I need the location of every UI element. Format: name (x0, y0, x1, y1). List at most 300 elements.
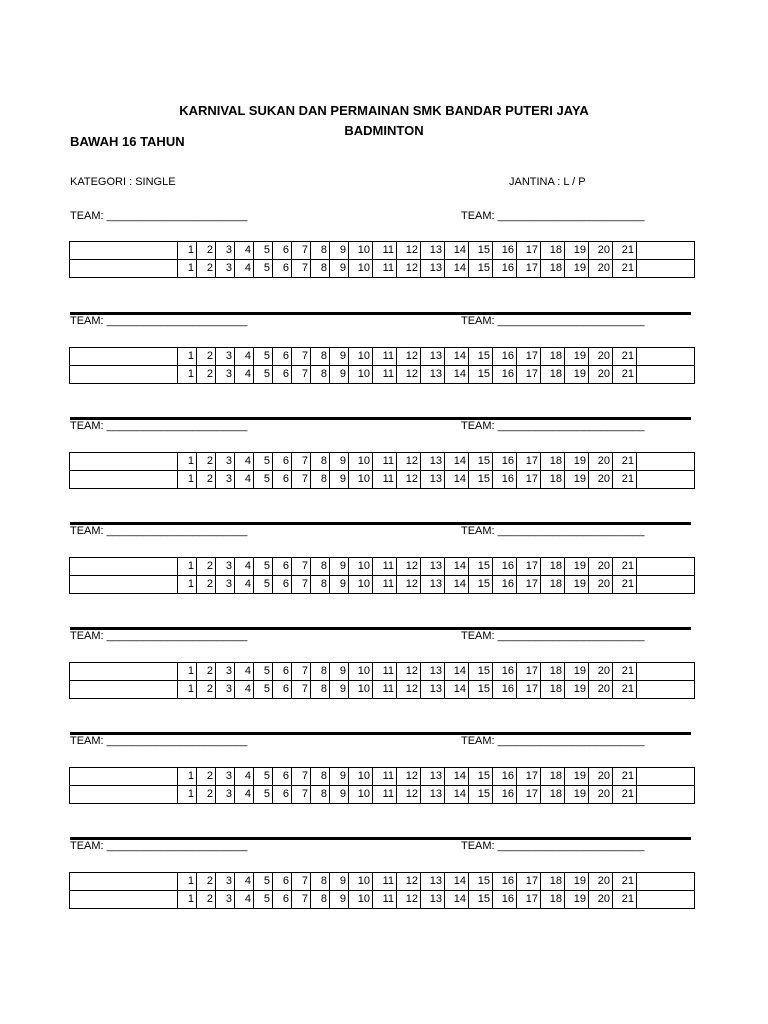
score-cell[interactable]: 11 (373, 576, 397, 594)
score-cell[interactable]: 1 (178, 681, 197, 699)
score-cell[interactable]: 10 (349, 891, 373, 909)
score-cell[interactable]: 10 (349, 576, 373, 594)
score-cell[interactable]: 12 (397, 681, 421, 699)
score-cell[interactable]: 13 (421, 348, 445, 366)
score-cell[interactable]: 6 (273, 366, 292, 384)
score-cell[interactable]: 8 (311, 681, 330, 699)
score-cell[interactable]: 14 (445, 681, 469, 699)
score-cell[interactable]: 13 (421, 242, 445, 260)
player-name-cell[interactable] (70, 576, 178, 594)
score-cell[interactable]: 15 (469, 453, 493, 471)
score-cell[interactable]: 1 (178, 786, 197, 804)
score-cell[interactable]: 17 (517, 681, 541, 699)
score-cell[interactable]: 11 (373, 471, 397, 489)
score-cell[interactable]: 15 (469, 576, 493, 594)
score-cell[interactable]: 15 (469, 471, 493, 489)
score-cell[interactable]: 10 (349, 786, 373, 804)
score-cell[interactable]: 6 (273, 576, 292, 594)
score-cell[interactable]: 8 (311, 768, 330, 786)
score-cell[interactable]: 14 (445, 366, 469, 384)
score-cell[interactable]: 6 (273, 786, 292, 804)
score-cell[interactable]: 16 (493, 453, 517, 471)
score-cell[interactable]: 2 (197, 663, 216, 681)
score-cell[interactable]: 3 (216, 558, 235, 576)
score-cell[interactable]: 8 (311, 558, 330, 576)
score-cell[interactable]: 3 (216, 768, 235, 786)
score-cell[interactable]: 13 (421, 453, 445, 471)
score-cell[interactable]: 21 (613, 260, 637, 278)
score-cell[interactable]: 20 (589, 786, 613, 804)
score-cell[interactable]: 7 (292, 873, 311, 891)
score-cell[interactable]: 8 (311, 891, 330, 909)
score-cell[interactable]: 4 (235, 260, 254, 278)
score-cell[interactable]: 21 (613, 891, 637, 909)
score-cell[interactable]: 4 (235, 471, 254, 489)
score-cell[interactable]: 16 (493, 471, 517, 489)
total-cell[interactable] (637, 453, 695, 471)
score-cell[interactable]: 21 (613, 348, 637, 366)
score-cell[interactable]: 9 (330, 681, 349, 699)
score-cell[interactable]: 13 (421, 768, 445, 786)
score-cell[interactable]: 6 (273, 348, 292, 366)
score-cell[interactable]: 14 (445, 663, 469, 681)
score-cell[interactable]: 19 (565, 242, 589, 260)
score-cell[interactable]: 3 (216, 453, 235, 471)
score-cell[interactable]: 20 (589, 366, 613, 384)
score-cell[interactable]: 5 (254, 453, 273, 471)
score-cell[interactable]: 16 (493, 348, 517, 366)
score-cell[interactable]: 16 (493, 681, 517, 699)
score-cell[interactable]: 5 (254, 768, 273, 786)
score-cell[interactable]: 7 (292, 242, 311, 260)
score-cell[interactable]: 2 (197, 786, 216, 804)
score-cell[interactable]: 14 (445, 786, 469, 804)
score-cell[interactable]: 18 (541, 453, 565, 471)
score-cell[interactable]: 13 (421, 681, 445, 699)
score-cell[interactable]: 10 (349, 873, 373, 891)
score-cell[interactable]: 9 (330, 891, 349, 909)
score-cell[interactable]: 21 (613, 768, 637, 786)
score-cell[interactable]: 15 (469, 242, 493, 260)
score-cell[interactable]: 10 (349, 681, 373, 699)
score-cell[interactable]: 5 (254, 260, 273, 278)
score-cell[interactable]: 12 (397, 471, 421, 489)
score-cell[interactable]: 16 (493, 242, 517, 260)
score-cell[interactable]: 15 (469, 891, 493, 909)
score-cell[interactable]: 18 (541, 260, 565, 278)
player-name-cell[interactable] (70, 471, 178, 489)
score-cell[interactable]: 3 (216, 786, 235, 804)
score-cell[interactable]: 8 (311, 453, 330, 471)
player-name-cell[interactable] (70, 786, 178, 804)
score-cell[interactable]: 13 (421, 366, 445, 384)
score-cell[interactable]: 19 (565, 471, 589, 489)
score-cell[interactable]: 9 (330, 348, 349, 366)
score-cell[interactable]: 12 (397, 891, 421, 909)
score-cell[interactable]: 19 (565, 681, 589, 699)
total-cell[interactable] (637, 663, 695, 681)
score-cell[interactable]: 4 (235, 768, 254, 786)
total-cell[interactable] (637, 242, 695, 260)
total-cell[interactable] (637, 260, 695, 278)
score-cell[interactable]: 19 (565, 366, 589, 384)
score-cell[interactable]: 17 (517, 663, 541, 681)
score-cell[interactable]: 11 (373, 891, 397, 909)
score-cell[interactable]: 17 (517, 891, 541, 909)
score-cell[interactable]: 21 (613, 786, 637, 804)
score-cell[interactable]: 2 (197, 242, 216, 260)
score-cell[interactable]: 2 (197, 558, 216, 576)
score-cell[interactable]: 12 (397, 576, 421, 594)
score-cell[interactable]: 2 (197, 576, 216, 594)
total-cell[interactable] (637, 786, 695, 804)
score-cell[interactable]: 3 (216, 873, 235, 891)
score-cell[interactable]: 8 (311, 366, 330, 384)
score-cell[interactable]: 18 (541, 558, 565, 576)
score-cell[interactable]: 2 (197, 348, 216, 366)
score-cell[interactable]: 9 (330, 576, 349, 594)
score-cell[interactable]: 5 (254, 786, 273, 804)
score-cell[interactable]: 20 (589, 768, 613, 786)
score-cell[interactable]: 11 (373, 242, 397, 260)
score-cell[interactable]: 9 (330, 558, 349, 576)
score-cell[interactable]: 10 (349, 348, 373, 366)
score-cell[interactable]: 2 (197, 366, 216, 384)
score-cell[interactable]: 16 (493, 663, 517, 681)
score-cell[interactable]: 8 (311, 471, 330, 489)
score-cell[interactable]: 4 (235, 453, 254, 471)
score-cell[interactable]: 11 (373, 260, 397, 278)
score-cell[interactable]: 18 (541, 348, 565, 366)
score-cell[interactable]: 15 (469, 681, 493, 699)
score-cell[interactable]: 1 (178, 891, 197, 909)
score-cell[interactable]: 14 (445, 453, 469, 471)
score-cell[interactable]: 17 (517, 242, 541, 260)
score-cell[interactable]: 6 (273, 891, 292, 909)
score-cell[interactable]: 11 (373, 768, 397, 786)
score-cell[interactable]: 5 (254, 366, 273, 384)
player-name-cell[interactable] (70, 348, 178, 366)
score-cell[interactable]: 17 (517, 768, 541, 786)
score-cell[interactable]: 2 (197, 453, 216, 471)
player-name-cell[interactable] (70, 453, 178, 471)
score-cell[interactable]: 13 (421, 471, 445, 489)
score-cell[interactable]: 10 (349, 471, 373, 489)
score-cell[interactable]: 9 (330, 453, 349, 471)
score-cell[interactable]: 7 (292, 348, 311, 366)
score-cell[interactable]: 1 (178, 453, 197, 471)
score-cell[interactable]: 21 (613, 681, 637, 699)
score-cell[interactable]: 3 (216, 663, 235, 681)
total-cell[interactable] (637, 873, 695, 891)
score-cell[interactable]: 5 (254, 663, 273, 681)
score-cell[interactable]: 19 (565, 348, 589, 366)
score-cell[interactable]: 2 (197, 260, 216, 278)
score-cell[interactable]: 1 (178, 873, 197, 891)
score-cell[interactable]: 2 (197, 681, 216, 699)
score-cell[interactable]: 3 (216, 260, 235, 278)
score-cell[interactable]: 13 (421, 663, 445, 681)
player-name-cell[interactable] (70, 558, 178, 576)
score-cell[interactable]: 18 (541, 768, 565, 786)
score-cell[interactable]: 11 (373, 453, 397, 471)
score-cell[interactable]: 17 (517, 366, 541, 384)
score-cell[interactable]: 19 (565, 873, 589, 891)
score-cell[interactable]: 18 (541, 786, 565, 804)
score-cell[interactable]: 11 (373, 663, 397, 681)
score-cell[interactable]: 9 (330, 663, 349, 681)
score-cell[interactable]: 3 (216, 576, 235, 594)
score-cell[interactable]: 9 (330, 873, 349, 891)
score-cell[interactable]: 18 (541, 242, 565, 260)
score-cell[interactable]: 12 (397, 786, 421, 804)
score-cell[interactable]: 12 (397, 558, 421, 576)
score-cell[interactable]: 21 (613, 453, 637, 471)
score-cell[interactable]: 3 (216, 348, 235, 366)
score-cell[interactable]: 11 (373, 366, 397, 384)
score-cell[interactable]: 3 (216, 366, 235, 384)
score-cell[interactable]: 21 (613, 576, 637, 594)
score-cell[interactable]: 18 (541, 366, 565, 384)
score-cell[interactable]: 14 (445, 242, 469, 260)
score-cell[interactable]: 7 (292, 558, 311, 576)
score-cell[interactable]: 16 (493, 558, 517, 576)
score-cell[interactable]: 12 (397, 366, 421, 384)
score-cell[interactable]: 1 (178, 471, 197, 489)
score-cell[interactable]: 9 (330, 768, 349, 786)
score-cell[interactable]: 14 (445, 891, 469, 909)
score-cell[interactable]: 7 (292, 471, 311, 489)
score-cell[interactable]: 1 (178, 768, 197, 786)
score-cell[interactable]: 5 (254, 242, 273, 260)
score-cell[interactable]: 19 (565, 453, 589, 471)
score-cell[interactable]: 19 (565, 576, 589, 594)
score-cell[interactable]: 7 (292, 891, 311, 909)
score-cell[interactable]: 10 (349, 453, 373, 471)
score-cell[interactable]: 9 (330, 242, 349, 260)
score-cell[interactable]: 17 (517, 576, 541, 594)
score-cell[interactable]: 19 (565, 891, 589, 909)
score-cell[interactable]: 16 (493, 768, 517, 786)
score-cell[interactable]: 4 (235, 558, 254, 576)
score-cell[interactable]: 7 (292, 663, 311, 681)
score-cell[interactable]: 20 (589, 891, 613, 909)
score-cell[interactable]: 12 (397, 768, 421, 786)
score-cell[interactable]: 5 (254, 681, 273, 699)
player-name-cell[interactable] (70, 681, 178, 699)
score-cell[interactable]: 10 (349, 242, 373, 260)
player-name-cell[interactable] (70, 260, 178, 278)
score-cell[interactable]: 20 (589, 453, 613, 471)
score-cell[interactable]: 15 (469, 260, 493, 278)
score-cell[interactable]: 9 (330, 471, 349, 489)
score-cell[interactable]: 1 (178, 663, 197, 681)
player-name-cell[interactable] (70, 768, 178, 786)
score-cell[interactable]: 2 (197, 891, 216, 909)
score-cell[interactable]: 8 (311, 348, 330, 366)
score-cell[interactable]: 20 (589, 873, 613, 891)
score-cell[interactable]: 19 (565, 786, 589, 804)
score-cell[interactable]: 6 (273, 681, 292, 699)
total-cell[interactable] (637, 558, 695, 576)
score-cell[interactable]: 20 (589, 663, 613, 681)
score-cell[interactable]: 4 (235, 242, 254, 260)
score-cell[interactable]: 19 (565, 558, 589, 576)
score-cell[interactable]: 14 (445, 348, 469, 366)
score-cell[interactable]: 19 (565, 768, 589, 786)
score-cell[interactable]: 4 (235, 891, 254, 909)
score-cell[interactable]: 1 (178, 348, 197, 366)
total-cell[interactable] (637, 768, 695, 786)
score-cell[interactable]: 14 (445, 768, 469, 786)
score-cell[interactable]: 7 (292, 260, 311, 278)
score-cell[interactable]: 9 (330, 786, 349, 804)
player-name-cell[interactable] (70, 366, 178, 384)
score-cell[interactable]: 8 (311, 576, 330, 594)
score-cell[interactable]: 6 (273, 242, 292, 260)
score-cell[interactable]: 16 (493, 786, 517, 804)
total-cell[interactable] (637, 348, 695, 366)
score-cell[interactable]: 6 (273, 663, 292, 681)
score-cell[interactable]: 6 (273, 558, 292, 576)
score-cell[interactable]: 12 (397, 453, 421, 471)
score-cell[interactable]: 20 (589, 558, 613, 576)
score-cell[interactable]: 8 (311, 786, 330, 804)
score-cell[interactable]: 15 (469, 873, 493, 891)
score-cell[interactable]: 16 (493, 366, 517, 384)
score-cell[interactable]: 5 (254, 471, 273, 489)
score-cell[interactable]: 15 (469, 366, 493, 384)
score-cell[interactable]: 3 (216, 242, 235, 260)
score-cell[interactable]: 13 (421, 786, 445, 804)
score-cell[interactable]: 20 (589, 576, 613, 594)
score-cell[interactable]: 17 (517, 558, 541, 576)
total-cell[interactable] (637, 366, 695, 384)
score-cell[interactable]: 20 (589, 348, 613, 366)
score-cell[interactable]: 20 (589, 242, 613, 260)
score-cell[interactable]: 6 (273, 471, 292, 489)
score-cell[interactable]: 16 (493, 873, 517, 891)
score-cell[interactable]: 6 (273, 453, 292, 471)
score-cell[interactable]: 9 (330, 260, 349, 278)
score-cell[interactable]: 5 (254, 873, 273, 891)
score-cell[interactable]: 10 (349, 260, 373, 278)
score-cell[interactable]: 6 (273, 873, 292, 891)
score-cell[interactable]: 17 (517, 786, 541, 804)
total-cell[interactable] (637, 681, 695, 699)
score-cell[interactable]: 13 (421, 873, 445, 891)
score-cell[interactable]: 12 (397, 242, 421, 260)
score-cell[interactable]: 14 (445, 576, 469, 594)
score-cell[interactable]: 1 (178, 576, 197, 594)
score-cell[interactable]: 5 (254, 891, 273, 909)
score-cell[interactable]: 3 (216, 471, 235, 489)
score-cell[interactable]: 12 (397, 663, 421, 681)
score-cell[interactable]: 16 (493, 891, 517, 909)
score-cell[interactable]: 7 (292, 576, 311, 594)
score-cell[interactable]: 13 (421, 558, 445, 576)
score-cell[interactable]: 21 (613, 663, 637, 681)
score-cell[interactable]: 19 (565, 663, 589, 681)
score-cell[interactable]: 19 (565, 260, 589, 278)
score-cell[interactable]: 17 (517, 873, 541, 891)
score-cell[interactable]: 20 (589, 681, 613, 699)
score-cell[interactable]: 11 (373, 348, 397, 366)
score-cell[interactable]: 10 (349, 663, 373, 681)
total-cell[interactable] (637, 471, 695, 489)
score-cell[interactable]: 4 (235, 663, 254, 681)
score-cell[interactable]: 4 (235, 576, 254, 594)
score-cell[interactable]: 18 (541, 576, 565, 594)
score-cell[interactable]: 17 (517, 471, 541, 489)
score-cell[interactable]: 3 (216, 891, 235, 909)
score-cell[interactable]: 4 (235, 873, 254, 891)
score-cell[interactable]: 2 (197, 471, 216, 489)
score-cell[interactable]: 18 (541, 681, 565, 699)
score-cell[interactable]: 5 (254, 348, 273, 366)
score-cell[interactable]: 20 (589, 471, 613, 489)
score-cell[interactable]: 12 (397, 348, 421, 366)
score-cell[interactable]: 8 (311, 242, 330, 260)
score-cell[interactable]: 7 (292, 786, 311, 804)
score-cell[interactable]: 15 (469, 663, 493, 681)
player-name-cell[interactable] (70, 891, 178, 909)
score-cell[interactable]: 17 (517, 260, 541, 278)
score-cell[interactable]: 14 (445, 471, 469, 489)
score-cell[interactable]: 1 (178, 242, 197, 260)
score-cell[interactable]: 5 (254, 576, 273, 594)
score-cell[interactable]: 15 (469, 558, 493, 576)
score-cell[interactable]: 7 (292, 681, 311, 699)
score-cell[interactable]: 6 (273, 768, 292, 786)
score-cell[interactable]: 18 (541, 873, 565, 891)
score-cell[interactable]: 5 (254, 558, 273, 576)
score-cell[interactable]: 10 (349, 558, 373, 576)
score-cell[interactable]: 21 (613, 873, 637, 891)
score-cell[interactable]: 14 (445, 873, 469, 891)
score-cell[interactable]: 16 (493, 260, 517, 278)
score-cell[interactable]: 12 (397, 873, 421, 891)
score-cell[interactable]: 18 (541, 663, 565, 681)
score-cell[interactable]: 21 (613, 242, 637, 260)
score-cell[interactable]: 15 (469, 768, 493, 786)
score-cell[interactable]: 8 (311, 663, 330, 681)
score-cell[interactable]: 4 (235, 681, 254, 699)
score-cell[interactable]: 13 (421, 891, 445, 909)
score-cell[interactable]: 8 (311, 260, 330, 278)
score-cell[interactable]: 4 (235, 786, 254, 804)
score-cell[interactable]: 17 (517, 453, 541, 471)
score-cell[interactable]: 9 (330, 366, 349, 384)
score-cell[interactable]: 7 (292, 366, 311, 384)
score-cell[interactable]: 15 (469, 786, 493, 804)
score-cell[interactable]: 20 (589, 260, 613, 278)
score-cell[interactable]: 2 (197, 768, 216, 786)
score-cell[interactable]: 10 (349, 366, 373, 384)
score-cell[interactable]: 14 (445, 260, 469, 278)
score-cell[interactable]: 8 (311, 873, 330, 891)
score-cell[interactable]: 6 (273, 260, 292, 278)
player-name-cell[interactable] (70, 242, 178, 260)
total-cell[interactable] (637, 576, 695, 594)
score-cell[interactable]: 18 (541, 891, 565, 909)
score-cell[interactable]: 12 (397, 260, 421, 278)
score-cell[interactable]: 1 (178, 366, 197, 384)
total-cell[interactable] (637, 891, 695, 909)
score-cell[interactable]: 21 (613, 471, 637, 489)
score-cell[interactable]: 11 (373, 873, 397, 891)
score-cell[interactable]: 18 (541, 471, 565, 489)
